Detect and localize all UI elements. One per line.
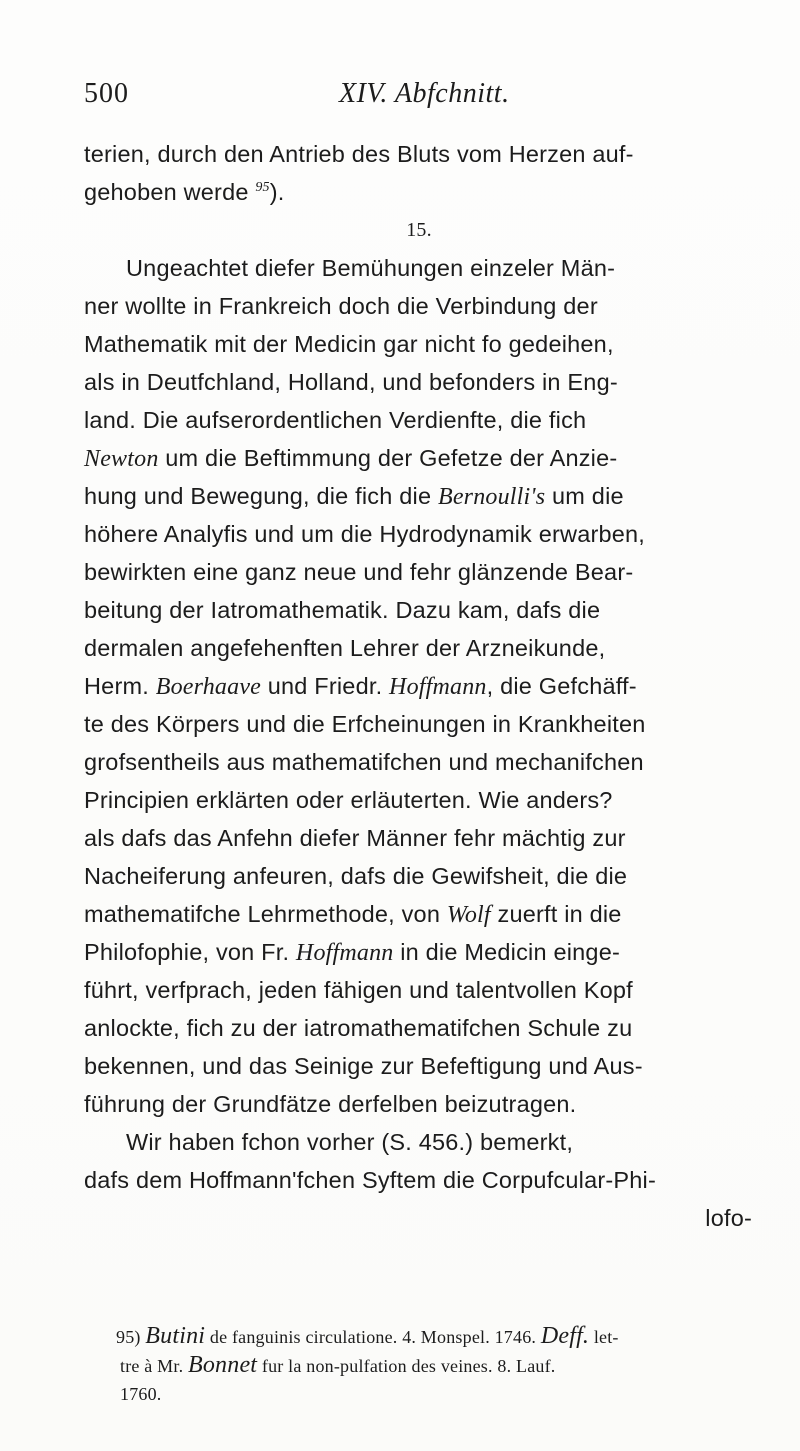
text-line: dafs dem Hoffmann'fchen Syftem die Corpufcular-Phi- [84, 1167, 656, 1193]
italic-name: Bonnet [187, 1352, 258, 1378]
body-text [84, 135, 754, 1237]
text-line [84, 439, 754, 477]
footnote-line: 1760. [120, 1384, 162, 1404]
running-head: XIV. Abfchnitt. [339, 78, 510, 109]
footnote-line [120, 1351, 760, 1380]
text-segment: Philofophie, von Fr. [84, 939, 296, 965]
text-segment: und Friedr. [261, 673, 390, 699]
footnote-author: Butini [145, 1323, 206, 1349]
text-segment: gehoben werde [84, 179, 256, 205]
text-line: bekennen, und das Seinige zur Befeftigung und Aus- [84, 1053, 643, 1079]
text-line: ner wollte in Frankreich doch die Verbindung der [84, 293, 598, 319]
text-line: als in Deutfchland, Holland, und befonders in Eng- [84, 369, 618, 395]
text-line: Nacheiferung anfeuren, dafs die Gewifsheit, die die [84, 863, 628, 889]
italic-name: Boerhaave [155, 674, 262, 700]
text-line: Ungeachtet diefer Bemühungen einzeler Män- [126, 255, 616, 281]
italic-abbrev: Deff. [540, 1323, 590, 1349]
text-line: führt, verfprach, jeden fähigen und talentvollen Kopf [84, 977, 633, 1003]
text-segment: fur la non-pulfation des veines. 8. Lauf. [257, 1356, 556, 1376]
italic-name: Wolf [446, 902, 491, 928]
page-number: 500 [84, 78, 129, 109]
text-line [84, 895, 754, 933]
text-segment: de fanguinis circulatione. 4. Monspel. 1746. [205, 1327, 541, 1347]
text-line: grofsentheils aus mathematifchen und mechanifchen [84, 749, 644, 775]
catchword: lofo- [705, 1205, 752, 1231]
text-line: dermalen angefehenften Lehrer der Arzneikunde, [84, 635, 606, 661]
text-line [84, 477, 754, 515]
text-segment: tre à Mr. [120, 1356, 188, 1376]
footnote-marker: 95) [116, 1327, 146, 1347]
text-segment: um die [545, 483, 624, 509]
text-line: höhere Analyfis und um die Hydrodynamik erwarben, [84, 521, 646, 547]
footnote [116, 1322, 760, 1409]
footnote-reference: 95 [255, 180, 270, 196]
text-segment: let- [589, 1327, 619, 1347]
text-line [84, 173, 754, 211]
italic-name: Hoffmann [295, 940, 394, 966]
text-line: Wir haben fchon vorher (S. 456.) bemerkt, [126, 1129, 574, 1155]
footnote-line [116, 1322, 760, 1351]
text-line: Principien erklärten oder erläuterten. Wie anders? [84, 787, 613, 813]
text-segment: um die Beftimmung der Gefetze der Anzie- [158, 445, 618, 471]
text-line: land. Die aufserordentlichen Verdienfte, die fich [84, 407, 587, 433]
text-line: anlockte, fich zu der iatromathematifchen Schule zu [84, 1015, 633, 1041]
text-line: Mathematik mit der Medicin gar nicht fo gedeihen, [84, 331, 614, 357]
page-header [84, 74, 744, 114]
text-segment: zuerft in die [490, 901, 622, 927]
text-segment: , die Gefchäff- [486, 673, 637, 699]
text-segment: ). [269, 179, 285, 205]
italic-name: Bernoulli's [437, 484, 546, 510]
text-segment: hung und Bewegung, die fich die [84, 483, 438, 509]
text-line: als dafs das Anfehn diefer Männer fehr mächtig zur [84, 825, 626, 851]
italic-name: Hoffmann [389, 674, 487, 700]
text-segment: mathematifche Lehrmethode, von [84, 901, 447, 927]
text-line: bewirkten eine ganz neue und fehr glänzende Bear- [84, 559, 634, 585]
text-line: terien, durch den Antrieb des Bluts vom Herzen auf- [84, 141, 634, 167]
text-line: führung der Grundfätze derfelben beizutragen. [84, 1091, 577, 1117]
text-segment: in die Medicin einge- [393, 939, 620, 965]
italic-name: Newton [84, 446, 159, 472]
text-line [84, 667, 754, 705]
text-line: te des Körpers und die Erfcheinungen in Krankheiten [84, 711, 646, 737]
text-line [84, 933, 754, 971]
text-segment: Herm. [84, 673, 156, 699]
text-line: beitung der Iatromathematik. Dazu kam, dafs die [84, 597, 601, 623]
section-number: 15. [406, 219, 432, 241]
